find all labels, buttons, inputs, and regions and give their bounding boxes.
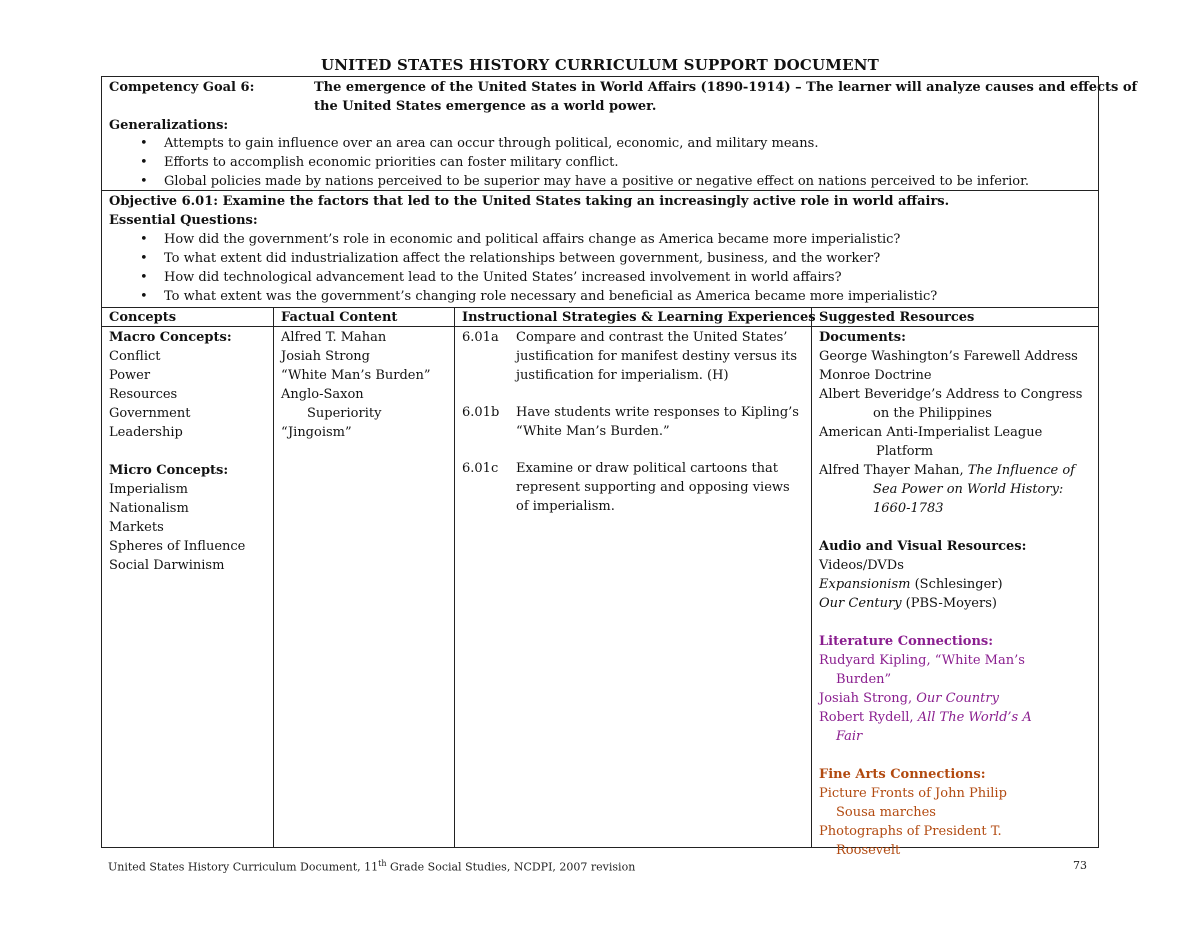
generalization-item: • Efforts to accomplish economic priorities can foster military conflict. <box>108 153 1029 172</box>
header-suggested-resources: Suggested Resources <box>819 310 975 325</box>
generalizations-label: Generalizations: <box>109 118 229 133</box>
generalization-item: • Attempts to gain influence over an area can occur through political, economic, and military means. <box>108 134 1029 153</box>
objective-title: Objective 6.01: Examine the factors that led to the United States taking an increasingly active role in world affairs. <box>109 194 950 209</box>
resource-note: (Schlesinger) <box>910 577 1003 592</box>
resource-item: Albert Beveridge’s Address to Congress <box>819 387 1083 402</box>
resource-author: Alfred Thayer Mahan, <box>819 463 968 478</box>
concept-item: Social Darwinism <box>109 558 225 573</box>
resource-title: Sea Power on World History: <box>873 482 1064 497</box>
header-instructional-strategies: Instructional Strategies & Learning Experiences <box>462 310 816 325</box>
concept-item: Imperialism <box>109 482 188 497</box>
resource-item <box>819 575 1095 594</box>
column-divider <box>811 307 812 848</box>
footer-superscript: th <box>378 859 387 868</box>
resource-title: All The World’s A <box>917 710 1032 725</box>
resource-title: Our Country <box>916 691 999 706</box>
literature-item <box>819 689 1095 708</box>
competency-text-2: the United States emergence as a world power. <box>314 99 657 114</box>
resource-author: Robert Rydell, <box>819 710 918 725</box>
literature-item <box>819 708 1095 727</box>
factual-item: “White Man’s Burden” <box>281 368 431 383</box>
spacer <box>819 613 1095 632</box>
macro-concepts-label: Macro Concepts: <box>109 330 232 345</box>
concept-item: Spheres of Influence <box>109 539 246 554</box>
spacer <box>109 442 269 461</box>
strategy-text: Have students write responses to Kipling’s “White Man’s Burden.” <box>516 405 799 439</box>
fine-arts-connections-label: Fine Arts Connections: <box>819 767 986 782</box>
strategy-item <box>462 403 807 443</box>
resource-title: Expansionism <box>819 577 911 592</box>
fine-arts-item: Photographs of President T. <box>819 824 1002 839</box>
factual-item: Josiah Strong <box>281 349 370 364</box>
competency-label: Competency Goal 6: <box>109 80 255 95</box>
factual-item: “Jingoism” <box>281 425 352 440</box>
fine-arts-item: Sousa marches <box>836 805 936 820</box>
essential-question: • To what extent was the government’s changing role necessary and beneficial as America became more imperialistic? <box>108 287 937 306</box>
spacer <box>819 518 1095 537</box>
strategy-text: Examine or draw political cartoons that represent supporting and opposing views of imperialism. <box>516 461 790 514</box>
essential-question: • How did technological advancement lead to the United States’ increased involvement in world affairs? <box>108 268 937 287</box>
fine-arts-item: Picture Fronts of John Philip <box>819 786 1007 801</box>
literature-item: Burden” <box>836 672 892 687</box>
strategy-code: 6.01a <box>462 330 499 345</box>
resource-title: The Influence of <box>967 463 1075 478</box>
resource-item: Platform <box>876 444 934 459</box>
strategy-code: 6.01c <box>462 461 499 476</box>
resource-note: (PBS-Moyers) <box>901 596 997 611</box>
resource-item <box>819 594 1095 613</box>
resource-item: Monroe Doctrine <box>819 368 932 383</box>
competency-text-1: The emergence of the United States in World Affairs (1890-1914) – The learner will analyze causes and effects of <box>314 80 1138 95</box>
literature-item: Rudyard Kipling, “White Man’s <box>819 653 1025 668</box>
strategy-text: Compare and contrast the United States’ justification for manifest destiny versus its justification for imperialism. (H) <box>516 330 798 383</box>
concept-item: Resources <box>109 387 178 402</box>
column-divider <box>454 307 455 848</box>
factual-item: Alfred T. Mahan <box>281 330 387 345</box>
document-title: UNITED STATES HISTORY CURRICULUM SUPPORT DOCUMENT <box>320 56 879 74</box>
concept-item: Markets <box>109 520 164 535</box>
factual-content-column <box>281 328 451 442</box>
strategy-code: 6.01b <box>462 405 500 420</box>
concepts-column <box>109 328 269 575</box>
strategy-item <box>462 328 807 388</box>
concept-item: Nationalism <box>109 501 189 516</box>
resource-item: Videos/DVDs <box>819 558 904 573</box>
concept-item: Conflict <box>109 349 161 364</box>
page-number: 73 <box>1073 859 1087 872</box>
generalization-item: • Global policies made by nations perceived to be superior may have a positive or negative effect on nations perceived to be inferior. <box>108 172 1029 191</box>
resource-item <box>819 461 1095 480</box>
resource-item: American Anti-Imperialist League <box>819 425 1043 440</box>
factual-item: Superiority <box>307 406 382 421</box>
concept-item: Government <box>109 406 191 421</box>
strategy-item <box>462 459 807 519</box>
essential-questions-label: Essential Questions: <box>109 213 258 228</box>
resource-title: Our Century <box>819 596 902 611</box>
audio-visual-label: Audio and Visual Resources: <box>819 539 1027 554</box>
resources-column <box>819 328 1095 860</box>
resource-item: on the Philippines <box>873 406 992 421</box>
header-factual-content: Factual Content <box>281 310 398 325</box>
resource-author: Josiah Strong, <box>819 691 917 706</box>
literature-item: Fair <box>836 729 863 744</box>
literature-connections-label: Literature Connections: <box>819 634 994 649</box>
factual-item: Anglo-Saxon <box>281 387 364 402</box>
resource-item: George Washington’s Farewell Address <box>819 349 1078 364</box>
spacer <box>819 746 1095 765</box>
fine-arts-item: Roosevelt <box>836 843 901 858</box>
resource-title: 1660-1783 <box>873 501 944 516</box>
micro-concepts-label: Micro Concepts: <box>109 463 229 478</box>
essential-questions-list <box>108 230 937 306</box>
header-concepts: Concepts <box>109 310 177 325</box>
concept-item: Power <box>109 368 151 383</box>
divider <box>101 190 1099 191</box>
essential-question: • How did the government’s role in economic and political affairs change as America became more imperialistic? <box>108 230 937 249</box>
footer-text: Grade Social Studies, NCDPI, 2007 revision <box>386 860 636 874</box>
documents-label: Documents: <box>819 330 906 345</box>
generalizations-list <box>108 134 1029 191</box>
column-divider <box>273 307 274 848</box>
concept-item: Leadership <box>109 425 183 440</box>
essential-question: • To what extent did industrialization affect the relationships between government, business, and the worker? <box>108 249 937 268</box>
page-footer <box>108 859 635 874</box>
footer-text: United States History Curriculum Document, 11 <box>108 860 379 874</box>
